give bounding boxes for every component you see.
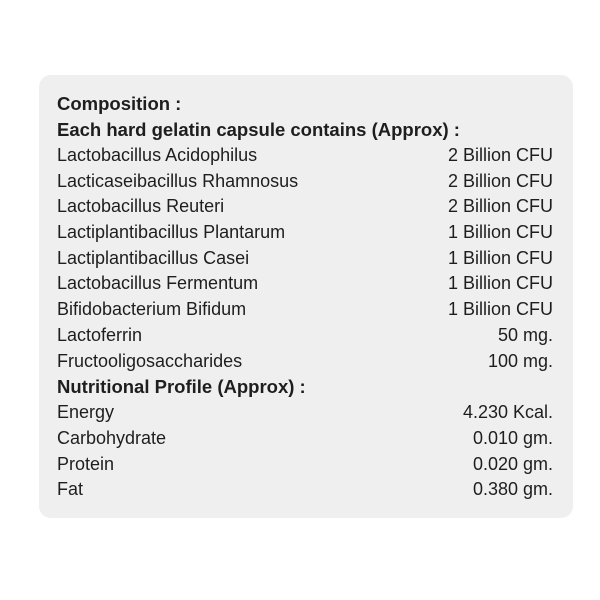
nutrient-name: Fat bbox=[57, 479, 84, 500]
ingredient-amount: 1 Billion CFU bbox=[447, 273, 553, 294]
nutrient-amount: 0.020 gm. bbox=[472, 453, 553, 474]
nutrition-list bbox=[57, 400, 553, 503]
ingredient-amount: 1 Billion CFU bbox=[447, 222, 553, 243]
composition-row-lactobacillus-acidophilus bbox=[57, 143, 553, 169]
ingredient-amount: 100 mg. bbox=[487, 350, 553, 371]
ingredient-name: Bifidobacterium Bifidum bbox=[57, 299, 247, 320]
composition-row-lactiplantibacillus-plantarum bbox=[57, 220, 553, 246]
ingredient-name: Lacticaseibacillus Rhamnosus bbox=[57, 170, 299, 191]
ingredient-name: Lactobacillus Fermentum bbox=[57, 273, 259, 294]
nutrition-row-fat bbox=[57, 477, 553, 503]
nutrition-row-protein bbox=[57, 452, 553, 478]
composition-row-lactoferrin bbox=[57, 323, 553, 349]
nutrient-name: Protein bbox=[57, 453, 115, 474]
ingredient-amount: 50 mg. bbox=[497, 324, 553, 345]
composition-heading: Composition : bbox=[57, 93, 182, 114]
ingredient-amount: 1 Billion CFU bbox=[447, 247, 553, 268]
ingredient-name: Lactiplantibacillus Plantarum bbox=[57, 222, 286, 243]
ingredient-name: Lactiplantibacillus Casei bbox=[57, 247, 250, 268]
nutrient-amount: 4.230 Kcal. bbox=[462, 402, 553, 423]
ingredient-amount: 1 Billion CFU bbox=[447, 299, 553, 320]
ingredient-name: Lactoferrin bbox=[57, 324, 143, 345]
ingredient-name: Lactobacillus Acidophilus bbox=[57, 145, 258, 165]
nutritional-profile-heading: Nutritional Profile (Approx) : bbox=[57, 376, 306, 398]
composition-row-lactobacillus-reuteri bbox=[57, 194, 553, 220]
ingredient-name: Lactobacillus Reuteri bbox=[57, 196, 225, 217]
nutrition-row-energy bbox=[57, 400, 553, 426]
ingredient-name: Fructooligosaccharides bbox=[57, 350, 243, 371]
label-content bbox=[57, 91, 553, 503]
composition-list bbox=[57, 143, 553, 374]
capsule-contents-heading: Each hard gelatin capsule contains (Approx) : bbox=[57, 119, 460, 140]
nutrient-amount: 0.380 gm. bbox=[472, 479, 553, 500]
ingredient-amount: 2 Billion CFU bbox=[447, 196, 553, 217]
composition-row-lactiplantibacillus-casei bbox=[57, 246, 553, 272]
nutrient-amount: 0.010 gm. bbox=[472, 427, 553, 448]
composition-row-lactobacillus-fermentum bbox=[57, 271, 553, 297]
composition-row-fructooligosaccharides bbox=[57, 349, 553, 375]
ingredient-amount: 2 Billion CFU bbox=[447, 145, 553, 165]
nutrient-name: Carbohydrate bbox=[57, 427, 167, 448]
nutrition-row-carbohydrate bbox=[57, 426, 553, 452]
ingredient-amount: 2 Billion CFU bbox=[447, 170, 553, 191]
nutrient-name: Energy bbox=[57, 402, 115, 423]
composition-row-lacticaseibacillus-rhamnosus bbox=[57, 169, 553, 195]
composition-row-bifidobacterium-bifidum bbox=[57, 297, 553, 323]
